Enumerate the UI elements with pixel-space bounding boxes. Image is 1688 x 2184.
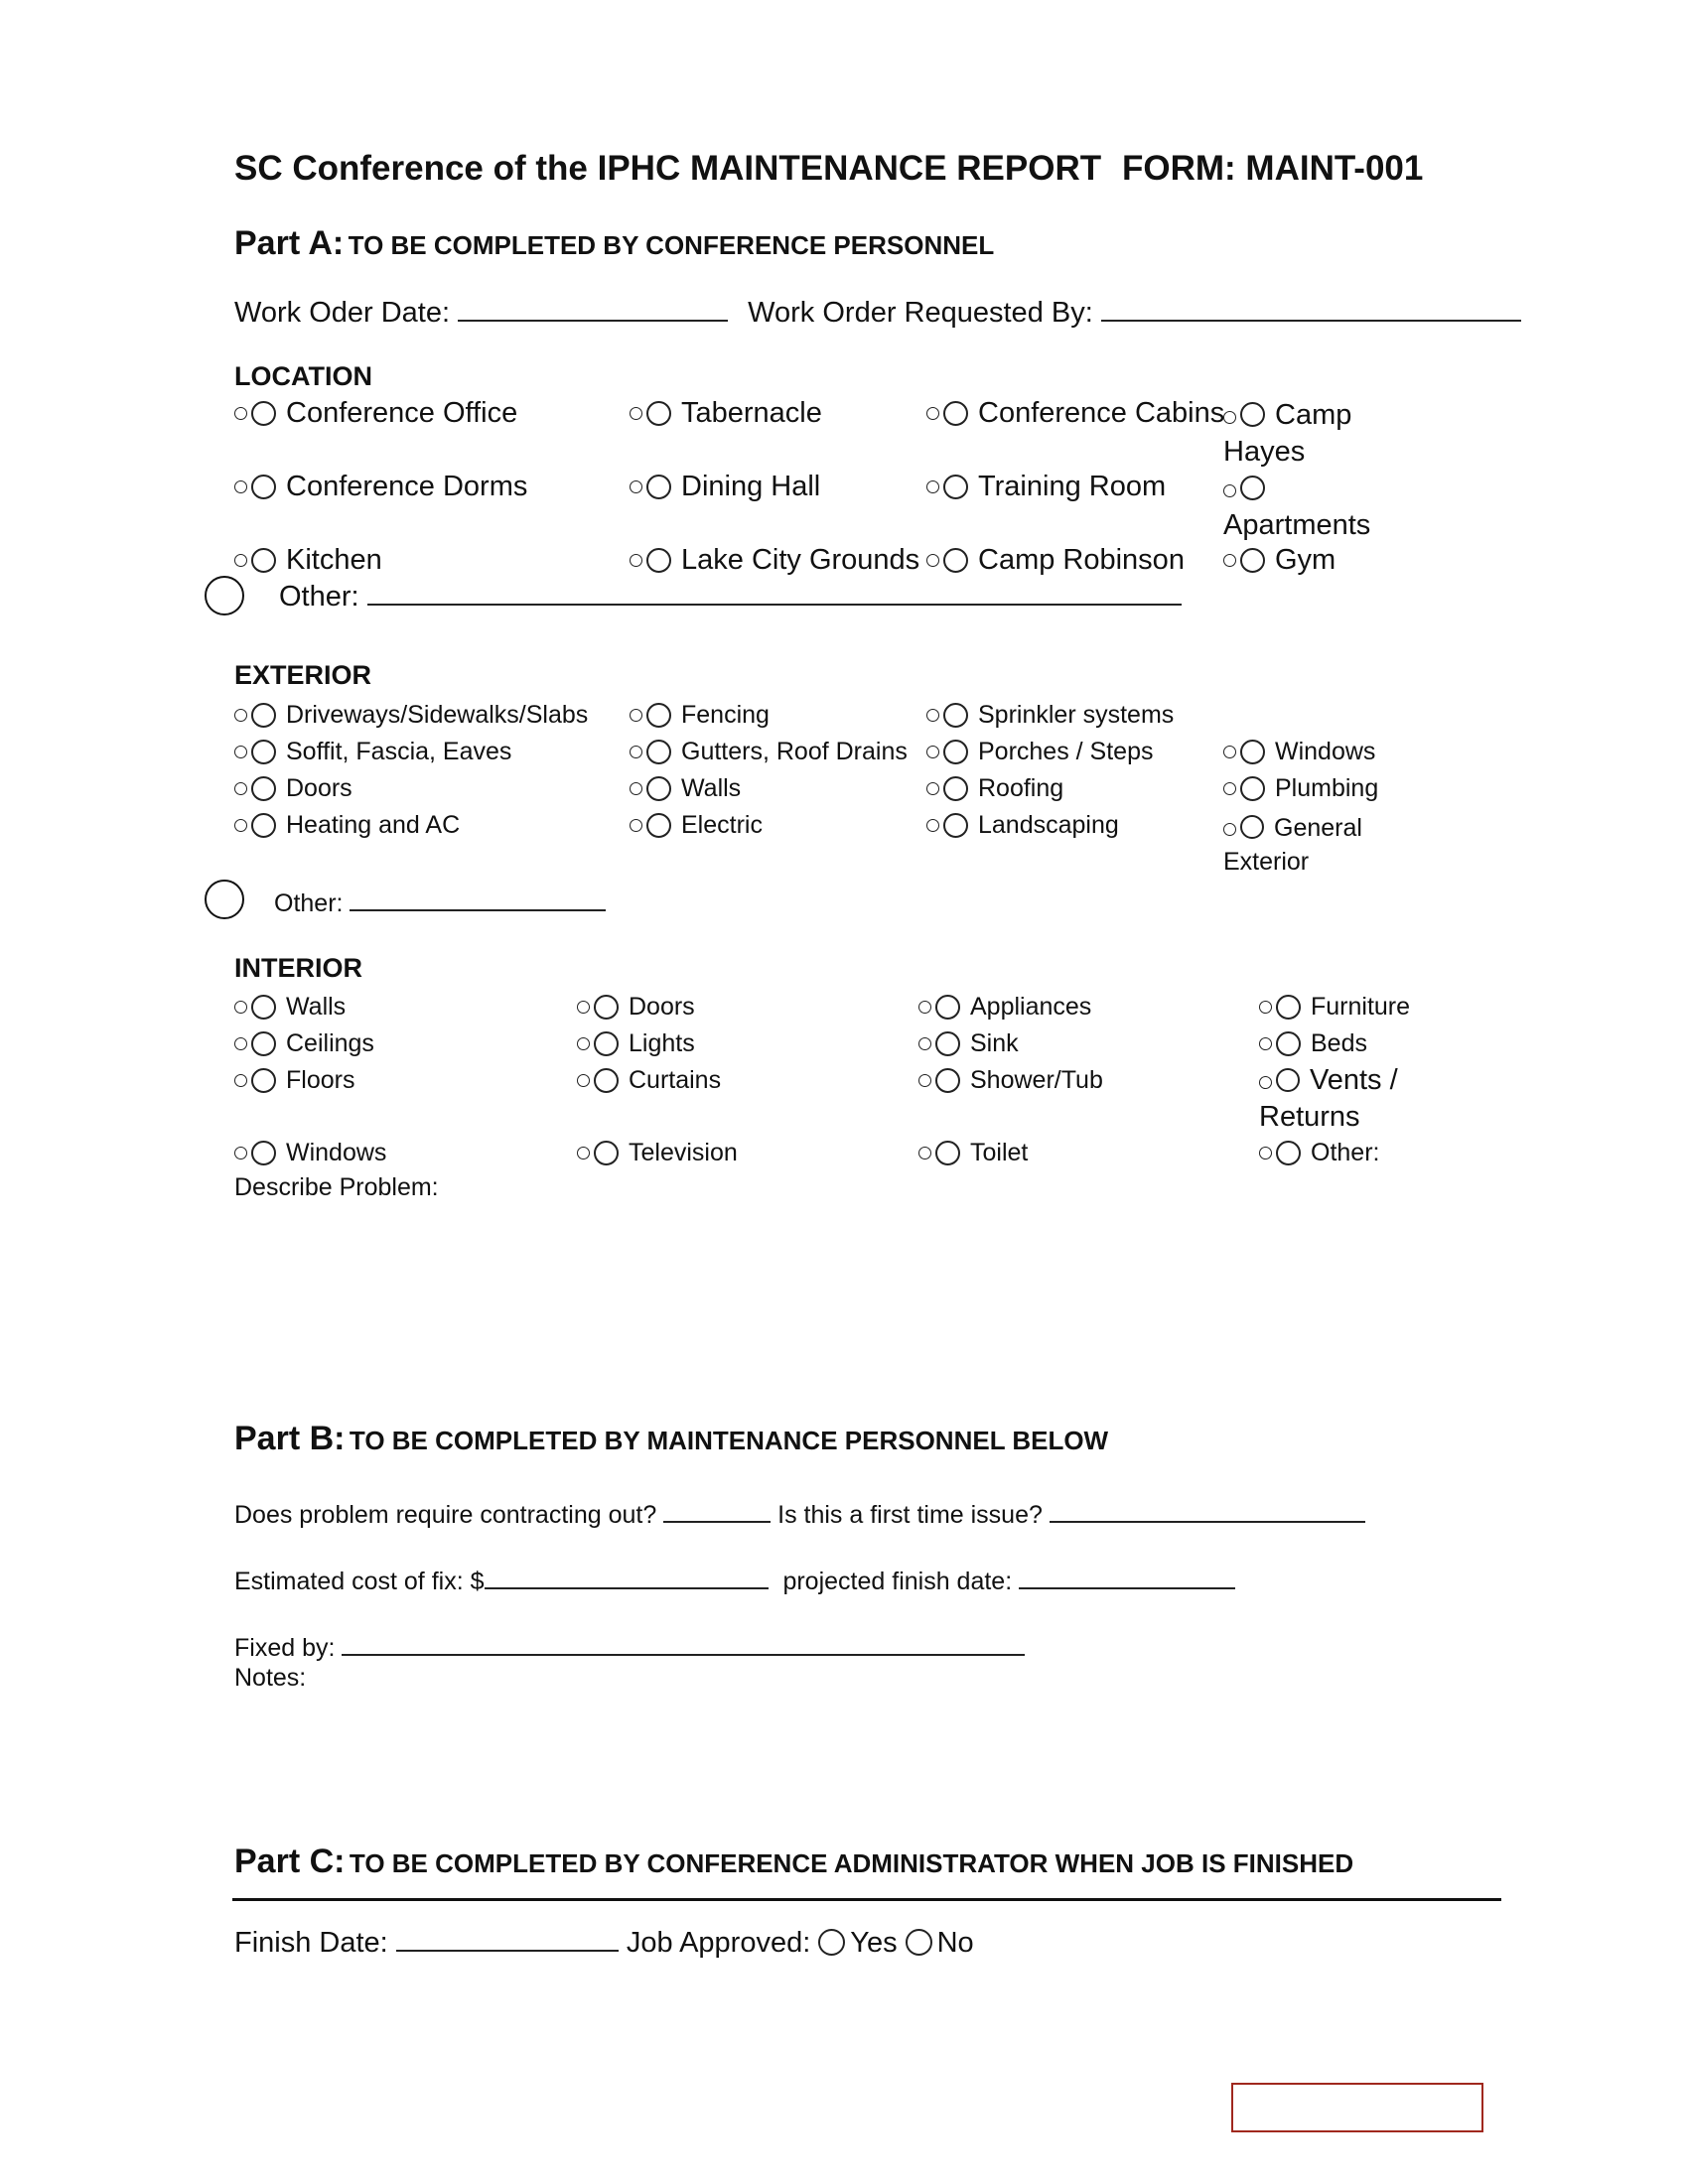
radio-icon <box>926 819 939 832</box>
exterior-option[interactable]: Gutters, Roof Drains <box>630 738 908 766</box>
notes-area[interactable] <box>234 1698 1495 1797</box>
radio-icon <box>234 746 247 758</box>
contract-row <box>234 1497 1365 1530</box>
radio-icon <box>234 407 247 420</box>
contract-label: Does problem require contracting out? <box>234 1501 657 1529</box>
interior-option[interactable]: Other: <box>1259 1139 1379 1167</box>
radio-icon <box>1240 776 1265 801</box>
radio-icon <box>646 548 671 573</box>
radio-icon <box>251 813 276 838</box>
finish-row <box>234 1926 974 1960</box>
exterior-option[interactable]: Plumbing <box>1223 774 1378 803</box>
contract-field[interactable] <box>663 1497 771 1523</box>
radio-icon <box>251 1068 276 1093</box>
location-other-label: Other: <box>279 581 359 613</box>
exterior-other-row <box>274 886 606 918</box>
exterior-option[interactable]: Porches / Steps <box>926 738 1153 766</box>
finish-date-field[interactable] <box>396 1926 619 1952</box>
location-option[interactable]: Kitchen <box>234 544 382 577</box>
location-option[interactable]: Gym <box>1223 544 1336 577</box>
exterior-option[interactable]: Electric <box>630 811 763 840</box>
radio-icon <box>1259 1076 1272 1089</box>
radio-icon <box>234 1001 247 1014</box>
no-label: No <box>936 1927 974 1959</box>
radio-icon <box>1259 1037 1272 1050</box>
location-option[interactable]: Conference Dorms <box>234 471 527 503</box>
exterior-other-radio[interactable] <box>205 880 244 919</box>
radio-icon <box>1259 1001 1272 1014</box>
first-time-field[interactable] <box>1050 1497 1365 1523</box>
part-c-divider <box>232 1898 1501 1901</box>
exterior-option[interactable]: Fencing <box>630 701 770 730</box>
form-id: FORM: MAINT-001 <box>1122 149 1424 188</box>
form-title: SC Conference of the IPHC MAINTENANCE REPORT <box>234 149 1102 188</box>
exterior-other-label: Other: <box>274 889 344 917</box>
part-b-heading <box>234 1420 1108 1458</box>
interior-option[interactable]: Sink <box>918 1029 1019 1058</box>
radio-icon <box>943 813 968 838</box>
interior-option[interactable]: Floors <box>234 1066 354 1095</box>
radio-icon <box>251 548 276 573</box>
exterior-option[interactable]: Roofing <box>926 774 1063 803</box>
radio-icon <box>630 407 642 420</box>
cost-field[interactable] <box>485 1564 769 1589</box>
projected-finish-field[interactable] <box>1019 1564 1235 1589</box>
part-a-heading <box>234 224 994 263</box>
interior-option[interactable]: Television <box>577 1139 738 1167</box>
part-c-subtitle: TO BE COMPLETED BY CONFERENCE ADMINISTRATOR WHEN JOB IS FINISHED <box>349 1848 1354 1878</box>
exterior-option[interactable]: Landscaping <box>926 811 1119 840</box>
interior-option[interactable]: Vents / Returns <box>1259 1064 1398 1133</box>
radio-icon <box>234 1147 247 1160</box>
radio-icon <box>926 407 939 420</box>
radio-icon <box>594 1068 619 1093</box>
radio-icon <box>234 1074 247 1087</box>
work-order-date-row <box>234 296 1521 330</box>
radio-icon <box>577 1074 590 1087</box>
interior-option[interactable]: Beds <box>1259 1029 1367 1058</box>
radio-icon <box>251 740 276 764</box>
work-order-date-label: Work Oder Date: <box>234 297 451 329</box>
radio-icon <box>646 703 671 728</box>
interior-option[interactable]: Lights <box>577 1029 695 1058</box>
radio-icon <box>234 480 247 493</box>
exterior-option[interactable]: Doors <box>234 774 352 803</box>
interior-option[interactable]: Doors <box>577 993 695 1022</box>
radio-icon <box>1276 1031 1301 1056</box>
radio-icon <box>1223 746 1236 758</box>
job-approved-label: Job Approved: <box>626 1927 811 1959</box>
radio-icon <box>577 1037 590 1050</box>
radio-icon <box>1223 823 1236 836</box>
interior-heading: INTERIOR <box>234 953 363 983</box>
radio-icon <box>646 813 671 838</box>
radio-icon <box>1223 782 1236 795</box>
notes-label: Notes: <box>234 1664 307 1692</box>
location-option[interactable]: Training Room <box>926 471 1166 503</box>
location-heading: LOCATION <box>234 361 372 391</box>
radio-icon <box>943 776 968 801</box>
radio-icon <box>926 480 939 493</box>
radio-icon <box>630 782 642 795</box>
radio-icon <box>943 740 968 764</box>
radio-icon <box>935 1141 960 1165</box>
location-option[interactable]: Camp Hayes <box>1223 399 1352 468</box>
radio-icon <box>251 703 276 728</box>
radio-icon <box>943 475 968 499</box>
requested-by-field[interactable] <box>1101 296 1521 322</box>
describe-problem-label: Describe Problem: <box>234 1173 439 1201</box>
exterior-option[interactable]: Sprinkler systems <box>926 701 1174 730</box>
location-option[interactable]: Lake City Grounds <box>630 544 919 577</box>
part-a-label: Part A: <box>234 224 345 262</box>
interior-option[interactable]: Appliances <box>918 993 1091 1022</box>
finish-date-label: Finish Date: <box>234 1927 388 1959</box>
radio-icon <box>234 782 247 795</box>
yes-radio[interactable] <box>818 1929 845 1956</box>
radio-icon <box>251 401 276 426</box>
fixed-by-label: Fixed by: <box>234 1634 336 1662</box>
radio-icon <box>234 1037 247 1050</box>
radio-icon <box>1240 548 1265 573</box>
interior-option[interactable]: Curtains <box>577 1066 721 1095</box>
radio-icon <box>234 819 247 832</box>
projected-finish-label: projected finish date: <box>782 1568 1013 1595</box>
location-option[interactable]: Conference Cabins <box>926 397 1224 430</box>
radio-icon <box>646 776 671 801</box>
radio-icon <box>1276 1068 1300 1092</box>
radio-icon <box>1240 402 1265 427</box>
location-option[interactable]: Apartments <box>1223 471 1370 544</box>
radio-icon <box>943 703 968 728</box>
radio-icon <box>577 1001 590 1014</box>
interior-option[interactable]: Windows <box>234 1139 386 1167</box>
no-radio[interactable] <box>906 1929 932 1956</box>
radio-icon <box>1276 995 1301 1020</box>
radio-icon <box>630 554 642 567</box>
radio-icon <box>1259 1147 1272 1160</box>
radio-icon <box>1223 554 1236 567</box>
radio-icon <box>251 1141 276 1165</box>
describe-problem-area[interactable] <box>234 1207 1495 1386</box>
part-c-label: Part C: <box>234 1843 346 1880</box>
first-time-label: Is this a first time issue? <box>777 1501 1043 1529</box>
exterior-option[interactable]: General Exterior <box>1223 814 1362 876</box>
radio-icon <box>251 1031 276 1056</box>
radio-icon <box>234 709 247 722</box>
radio-icon <box>918 1074 931 1087</box>
radio-icon <box>251 475 276 499</box>
part-b-label: Part B: <box>234 1420 346 1457</box>
location-option[interactable]: Dining Hall <box>630 471 820 503</box>
radio-icon <box>935 1068 960 1093</box>
radio-icon <box>630 480 642 493</box>
radio-icon <box>1240 476 1265 500</box>
exterior-heading: EXTERIOR <box>234 660 372 690</box>
interior-option[interactable]: Ceilings <box>234 1029 374 1058</box>
cost-label: Estimated cost of fix: $ <box>234 1568 485 1595</box>
part-b-subtitle: TO BE COMPLETED BY MAINTENANCE PERSONNEL BELOW <box>349 1426 1109 1455</box>
radio-icon <box>943 548 968 573</box>
interior-option[interactable]: Toilet <box>918 1139 1028 1167</box>
radio-icon <box>594 1031 619 1056</box>
radio-icon <box>630 709 642 722</box>
radio-icon <box>918 1037 931 1050</box>
radio-icon <box>251 995 276 1020</box>
radio-icon <box>251 776 276 801</box>
yes-label: Yes <box>850 1927 898 1959</box>
radio-icon <box>1276 1141 1301 1165</box>
location-other-radio[interactable] <box>205 576 244 615</box>
interior-option[interactable]: Walls <box>234 993 346 1022</box>
location-other-row <box>279 580 1182 614</box>
radio-icon <box>646 740 671 764</box>
radio-icon <box>918 1001 931 1014</box>
part-c-heading <box>234 1843 1353 1881</box>
radio-icon <box>1223 484 1236 497</box>
work-order-date-field[interactable] <box>458 296 728 322</box>
interior-option[interactable]: Furniture <box>1259 993 1410 1022</box>
exterior-option[interactable]: Heating and AC <box>234 811 460 840</box>
fixed-by-row <box>234 1630 1025 1663</box>
interior-option[interactable]: Shower/Tub <box>918 1066 1103 1095</box>
radio-icon <box>234 554 247 567</box>
exterior-option[interactable]: Walls <box>630 774 741 803</box>
location-option[interactable]: Tabernacle <box>630 397 822 430</box>
radio-icon <box>646 401 671 426</box>
requested-by-label: Work Order Requested By: <box>748 297 1093 329</box>
radio-icon <box>594 1141 619 1165</box>
radio-icon <box>594 995 619 1020</box>
radio-icon <box>1240 815 1264 839</box>
office-use-box <box>1231 2083 1483 2132</box>
location-other-field[interactable] <box>367 580 1182 606</box>
radio-icon <box>646 475 671 499</box>
radio-icon <box>935 1031 960 1056</box>
radio-icon <box>943 401 968 426</box>
location-option[interactable]: Camp Robinson <box>926 544 1185 577</box>
exterior-option[interactable]: Driveways/Sidewalks/Slabs <box>234 701 588 730</box>
radio-icon <box>577 1147 590 1160</box>
radio-icon <box>630 746 642 758</box>
radio-icon <box>1223 411 1236 424</box>
exterior-other-field[interactable] <box>350 886 606 911</box>
fixed-by-field[interactable] <box>342 1630 1025 1656</box>
radio-icon <box>926 554 939 567</box>
location-option[interactable]: Conference Office <box>234 397 517 430</box>
radio-icon <box>926 782 939 795</box>
radio-icon <box>918 1147 931 1160</box>
radio-icon <box>926 709 939 722</box>
exterior-option[interactable]: Windows <box>1223 738 1375 766</box>
exterior-option[interactable]: Soffit, Fascia, Eaves <box>234 738 511 766</box>
radio-icon <box>926 746 939 758</box>
radio-icon <box>1240 740 1265 764</box>
radio-icon <box>935 995 960 1020</box>
part-a-subtitle: TO BE COMPLETED BY CONFERENCE PERSONNEL <box>348 230 995 260</box>
radio-icon <box>630 819 642 832</box>
cost-row <box>234 1564 1235 1596</box>
